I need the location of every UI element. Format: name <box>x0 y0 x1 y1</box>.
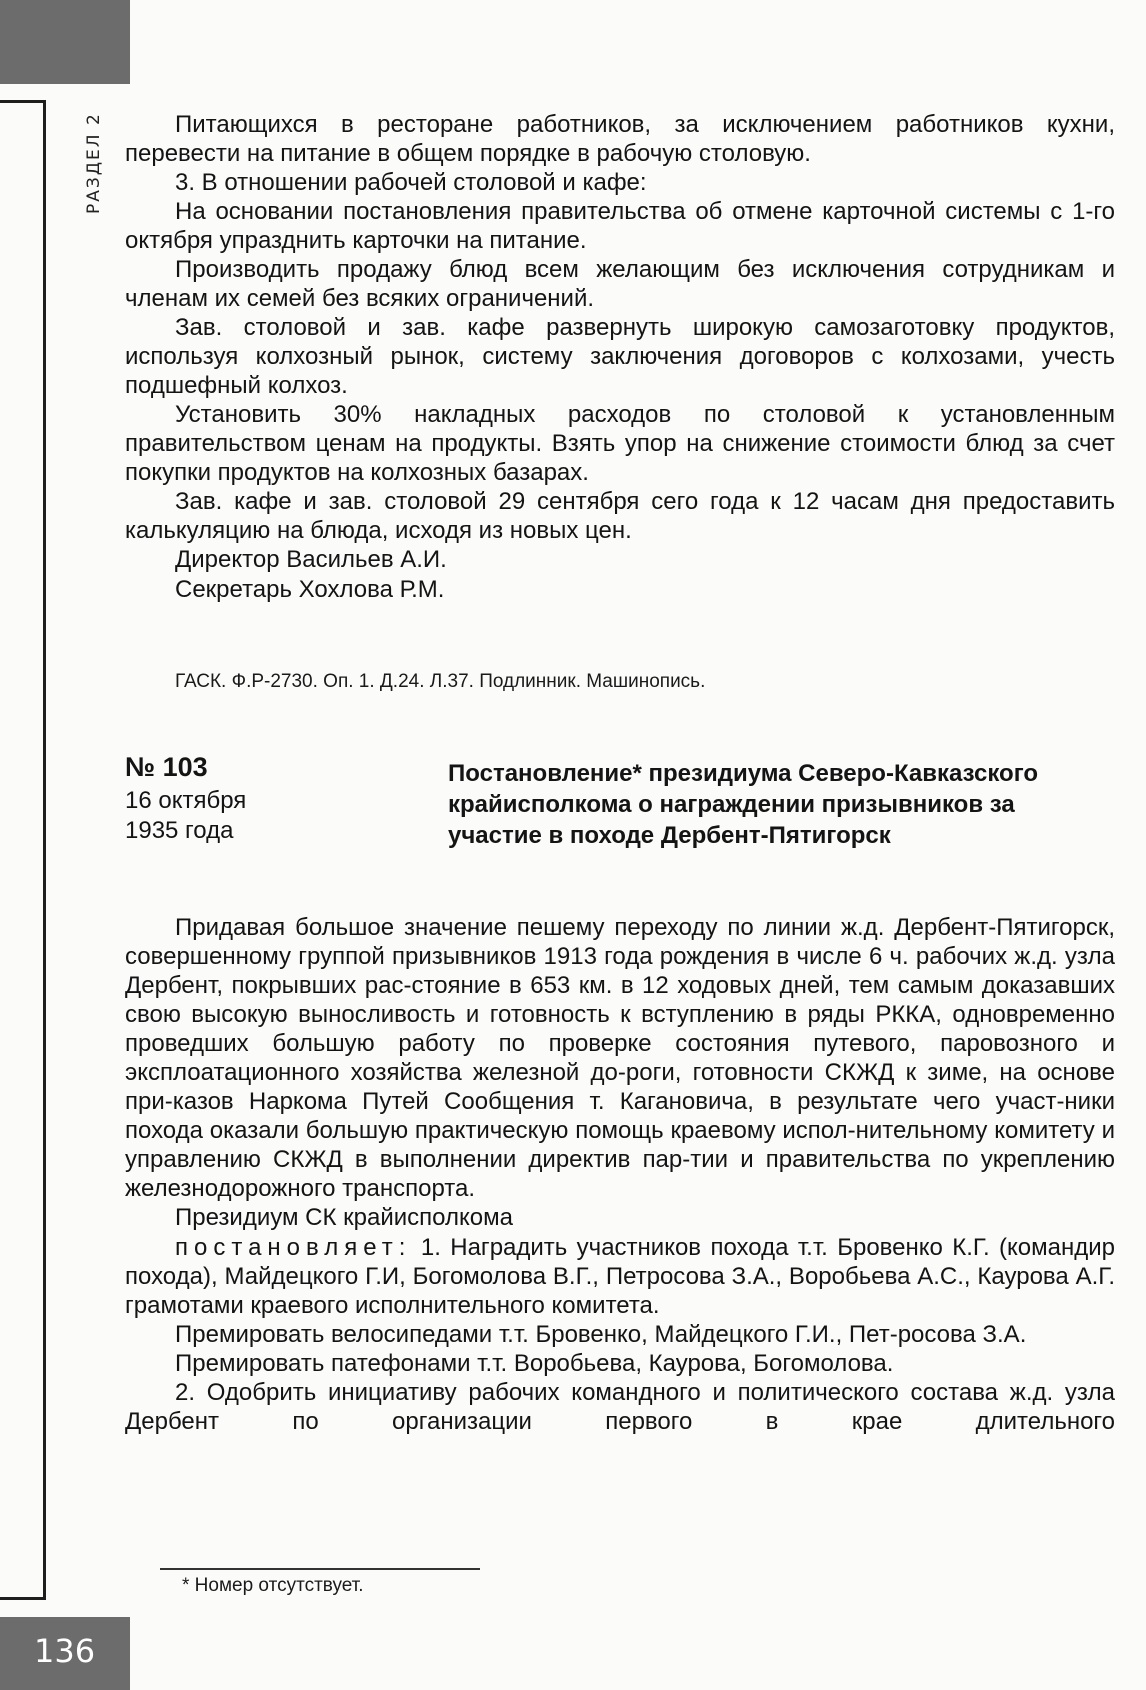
paragraph: На основании постановления правительства об отмене карточной системы с 1-го октября упразднить карточки на питание. <box>125 198 1115 254</box>
document-date-day: 16 октября <box>125 787 247 814</box>
side-frame-bottom <box>0 1597 45 1600</box>
body-text-block <box>125 913 1115 1436</box>
body-bikes: Премировать велосипедами т.т. Бровенко, Майдецкого Г.И., Пет-росова З.А. <box>175 1321 1027 1348</box>
paragraph: Питающихся в ресторане работников, за исключением работников кухни, перевести на питание в общем порядке в рабочую столовую. <box>125 111 1115 167</box>
footnote: * Номер отсутствует. <box>182 1575 364 1596</box>
body-presidium: Президиум СК крайисполкома <box>175 1204 513 1231</box>
paragraph: Зав. столовой и зав. кафе развернуть широкую самозаготовку продуктов, используя колхозный рынок, систему заключения договоров с колхозами, учесть подшефный колхоз. <box>125 314 1115 399</box>
footnote-rule <box>160 1568 480 1570</box>
resolves-word: постановляет: <box>175 1234 412 1261</box>
document-title: Постановление* президиума Северо-Кавказского крайисполкома о награждении призывников за участие в походе Дербент-Пятигорск <box>448 760 1039 849</box>
page-number: 136 <box>34 1632 96 1670</box>
body-point-2: 2. Одобрить инициативу рабочих командного и политического состава ж.д. узла Дербент по организации первого в крае длительного <box>125 1379 1115 1435</box>
signature-director: Директор Васильев А.И. <box>175 546 447 573</box>
paragraph: Установить 30% накладных расходов по столовой к установленным правительством ценам на продукты. Взять упор на снижение стоимости блюд за счет покупки продуктов на колхозных базарах. <box>125 401 1115 486</box>
side-frame-top <box>0 100 45 103</box>
paragraph: Зав. кафе и зав. столовой 29 сентября сего года к 12 часам дня предоставить калькуляцию на блюда, исходя из новых цен. <box>125 488 1115 544</box>
paragraph: Производить продажу блюд всем желающим без исключения сотрудникам и членам их семей без всяких ограничений. <box>125 256 1115 312</box>
body-point-1 <box>125 1233 1115 1320</box>
document-date-year: 1935 года <box>125 817 234 844</box>
paragraph: 3. В отношении рабочей столовой и кафе: <box>175 169 647 196</box>
corner-block <box>0 0 130 84</box>
side-frame-vertical <box>43 100 46 1600</box>
point-1-text: 1. Наградить участников похода т.т. Бровенко К.Г. (командир похода), Майдецкого Г.И, Богомолова В.Г., Петросова З.А., Воробьева А.С., Каурова А.Г. грамотами краевого исполнительного комитета. <box>125 1234 1115 1319</box>
top-text-block <box>125 110 1115 605</box>
body-gramophones: Премировать патефонами т.т. Воробьева, Каурова, Богомолова. <box>175 1350 894 1377</box>
body-intro: Придавая большое значение пешему переходу по линии ж.д. Дербент-Пятигорск, совершенному группой призывников 1913 года рождения в числе 6 ч. рабочих ж.д. узла Дербент, покрывших рас-стояние в 653 км. в 12 ходовых дней, тем самым доказавших свою высокую выносливость и готовность к вступлению в ряды РККА, одновременно проведших большую работу по проверке состояния путевого, паровозного и эксплоатационного хозяйства железной до-роги, готовности СКЖД к зиме, на основе при-казов Наркома Путей Сообщения т. Кагановича, в результате чего участ-ники похода оказали большую практическую помощь краевому испол-нительному комитету и управлению СКЖД в выполнении директив пар-тии и правительства по укреплению железнодорожного транспорта. <box>125 914 1115 1202</box>
section-label: РАЗДЕЛ 2 <box>84 112 104 214</box>
signature-secretary: Секретарь Хохлова Р.М. <box>175 576 445 603</box>
source-note: ГАСК. Ф.Р-2730. Оп. 1. Д.24. Л.37. Подлинник. Машинопись. <box>175 671 706 692</box>
document-number: № 103 <box>125 752 208 782</box>
